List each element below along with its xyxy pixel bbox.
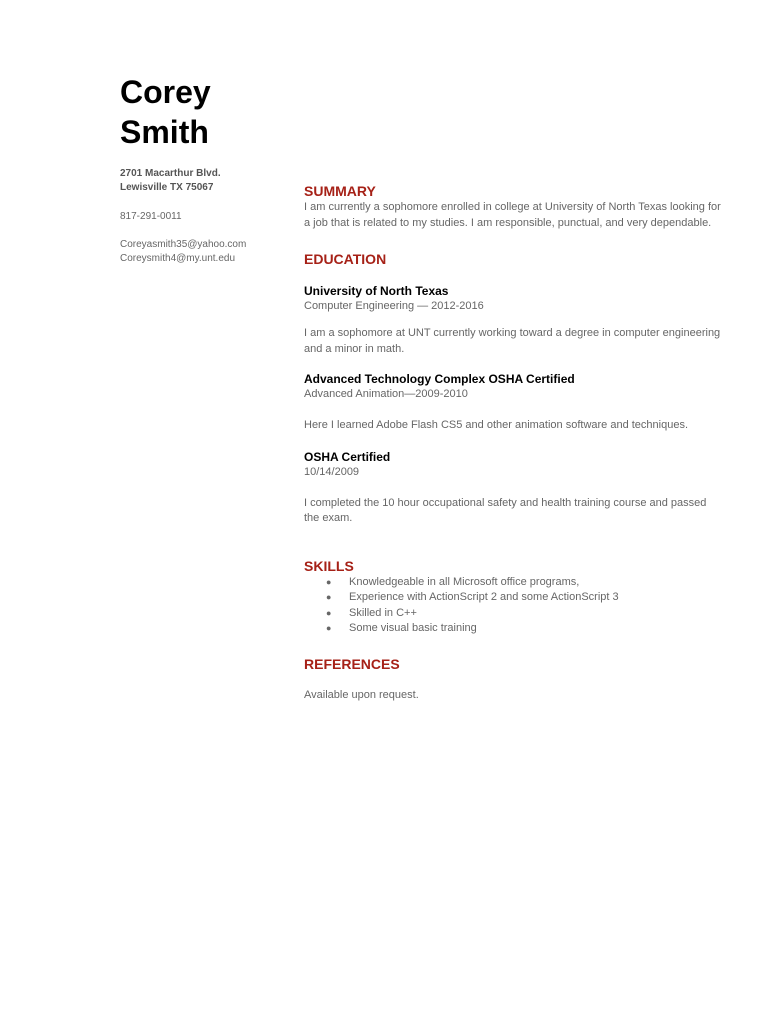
skills-heading: SKILLS: [304, 557, 354, 574]
phone-number: 817-291-0011: [120, 211, 182, 222]
address-line-1: 2701 Macarthur Blvd.: [120, 168, 221, 179]
resume-name: [120, 72, 211, 152]
skill-text: Experience with ActionScript 2 and some ActionScript 3: [349, 591, 619, 603]
references-section: [304, 655, 724, 704]
education-entry-description: Here I learned Adobe Flash CS5 and other animation software and techniques.: [304, 419, 689, 431]
contact-column: [120, 167, 290, 266]
skill-item: [304, 606, 724, 622]
education-entry: [304, 283, 724, 357]
education-heading: EDUCATION: [304, 251, 387, 267]
education-entry-description: I completed the 10 hour occupational safety and health training course and passed the exam.: [304, 496, 707, 524]
skill-text: Knowledgeable in all Microsoft office programs,: [349, 575, 580, 588]
education-entry-title: University of North Texas: [304, 284, 449, 298]
first-name: Corey: [120, 74, 211, 110]
education-entry-subtitle: Computer Engineering — 2012-2016: [304, 300, 484, 312]
content-column: [304, 182, 724, 703]
address-line-2: Lewisville TX 75067: [120, 182, 214, 193]
education-entry-description: I am a sophomore at UNT currently working toward a degree in computer engineering and a minor in math.: [304, 327, 721, 355]
summary-text: I am currently a sophomore enrolled in college at University of North Texas looking for a job that is related to my studies. I am responsible, punctual, and very dependable.: [304, 201, 721, 229]
references-heading: REFERENCES: [304, 655, 400, 672]
skill-item: [304, 590, 724, 606]
skills-list: [304, 575, 724, 637]
summary-section: [304, 182, 724, 231]
address-block: [120, 167, 290, 195]
education-entry-title: Advanced Technology Complex OSHA Certified: [304, 372, 575, 386]
summary-heading: SUMMARY: [304, 183, 376, 199]
last-name: Smith: [120, 114, 209, 150]
bullet-icon: ●: [326, 576, 332, 587]
education-entry-subtitle: 10/14/2009: [304, 465, 360, 478]
skill-item: [304, 575, 724, 591]
email-1: Coreyasmith35@yahoo.com: [120, 239, 247, 250]
bullet-icon: ●: [326, 592, 332, 602]
skills-section: [304, 557, 724, 637]
education-entry: [304, 449, 724, 527]
email-block: [120, 238, 290, 266]
skill-text: Some visual basic training: [349, 622, 477, 634]
education-section: [304, 250, 724, 527]
education-entry-title: OSHA Certified: [304, 449, 391, 464]
bullet-icon: ●: [326, 623, 332, 633]
skill-item: [304, 621, 724, 637]
references-text: Available upon request.: [304, 688, 419, 701]
email-2: Coreysmith4@my.unt.edu: [120, 253, 236, 264]
education-entry: [304, 371, 724, 434]
education-entry-subtitle: Advanced Animation—2009-2010: [304, 388, 468, 400]
skill-text: Skilled in C++: [349, 606, 417, 619]
bullet-icon: ●: [326, 607, 332, 618]
